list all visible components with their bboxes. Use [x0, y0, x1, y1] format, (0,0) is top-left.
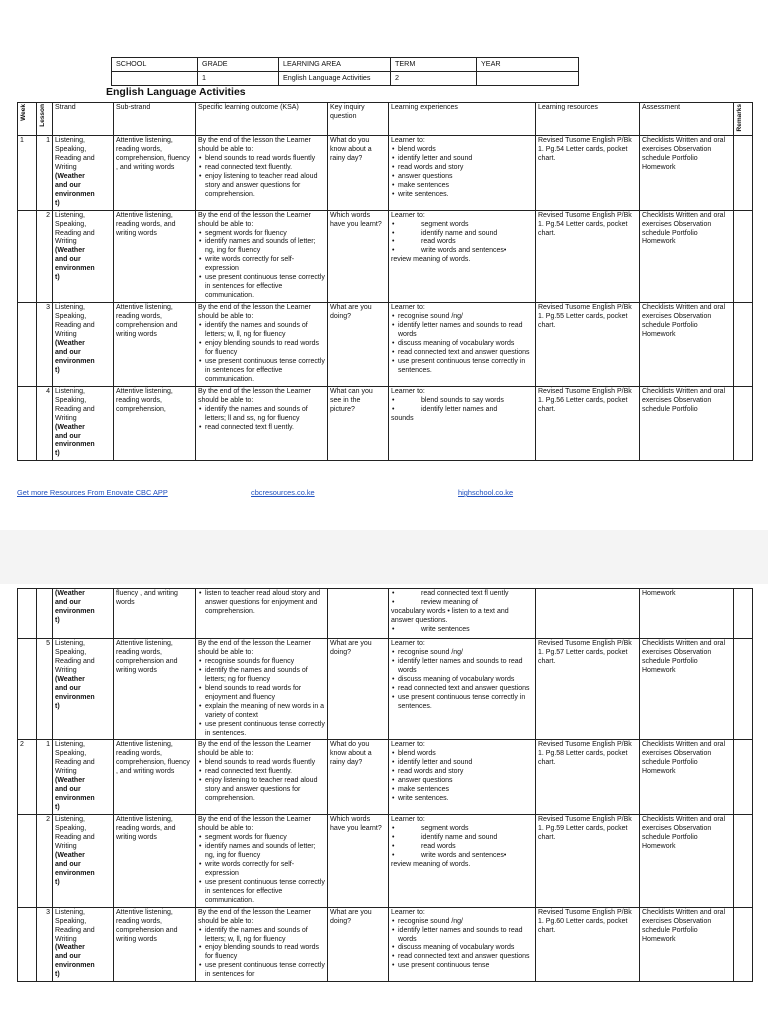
experience-item: • identify name and sound	[391, 834, 533, 843]
experiences-cell: Learner to: • blend words • identify letter and sound • read words and story • answer questions • make sentences • write sentences.	[389, 136, 536, 211]
ksa-item: • use present continuous tense correctly in sentences for effective communication.	[198, 358, 325, 385]
strand-cell: Listening, Speaking, Reading and Writing (Weather and our environmen t)	[53, 907, 114, 982]
experience-item: • segment words	[391, 825, 533, 834]
experience-item: • identify letter and sound	[391, 759, 533, 768]
assessment-cell: Checklists Written and oral exercises Observation schedule Portfolio Homework	[640, 815, 734, 908]
strand-cell: Listening, Speaking, Reading and Writing (Weather and our environmen t)	[53, 639, 114, 740]
remarks-cell	[734, 303, 753, 387]
experience-item: • recognise sound /ng/	[391, 313, 533, 322]
experiences-cell: Learner to: • recognise sound /ng/ • identify letter names and sounds to read words • discuss meaning of vocabulary words • read connected text and answer questions • use present continuous tense correctly in sentences.	[389, 639, 536, 740]
substrand-cell: Attentive listening, reading words, comprehension and writing words	[114, 907, 196, 982]
experience-item: • use present continuous tense	[391, 962, 533, 971]
experience-item: • blend sounds to say words	[391, 397, 533, 406]
col-lesson: Lesson	[37, 103, 53, 136]
experiences-cell: Learner to: • blend sounds to say words • identify letter names and sounds	[389, 386, 536, 461]
question-cell: What can you see in the picture?	[328, 386, 389, 461]
page-gap	[0, 530, 768, 584]
remarks-cell	[734, 136, 753, 211]
continuation-row	[18, 589, 753, 639]
resources-cell: Revised Tusome English P/Bk 1. Pg.56 Letter cards, pocket chart.	[536, 386, 640, 461]
assessment-cell: Checklists Written and oral exercises Observation schedule Portfolio Homework	[640, 303, 734, 387]
experience-item: • read connected text and answer questions	[391, 685, 533, 694]
assessment-cell: Checklists Written and oral exercises Observation schedule Portfolio Homework	[640, 210, 734, 303]
question-cell: Which words have you learnt?	[328, 815, 389, 908]
footer-link-app[interactable]: Get more Resources From Enovate CBC APP	[17, 488, 168, 497]
experiences-cell: Learner to: • segment words • identify name and sound • read words • write words and sentences• review meaning of words.	[389, 210, 536, 303]
experience-item: • read words and story	[391, 164, 533, 173]
substrand-cell: Attentive listening, reading words, comprehension,	[114, 386, 196, 461]
experience-item: • read words	[391, 238, 533, 247]
resources-cell: Revised Tusome English P/Bk 1. Pg.54 Letter cards, pocket chart.	[536, 136, 640, 211]
ksa-item: • enjoy listening to teacher read aloud story and answer questions for comprehension.	[198, 173, 325, 200]
experience-item: • recognise sound /ng/	[391, 649, 533, 658]
lesson-cell	[37, 589, 53, 639]
strand-cell: Listening, Speaking, Reading and Writing (Weather and our environmen t)	[53, 136, 114, 211]
remarks-cell	[734, 210, 753, 303]
ksa-item: • segment words for fluency	[198, 834, 325, 843]
ksa-item: • identify the names and sounds of letters; ng for fluency	[198, 667, 325, 685]
question-cell: What do you know about a rainy day?	[328, 740, 389, 815]
strand-cell: Listening, Speaking, Reading and Writing (Weather and our environmen t)	[53, 386, 114, 461]
substrand-cell: fluency , and writing words	[114, 589, 196, 639]
substrand-cell: Attentive listening, reading words, comprehension and writing words	[114, 639, 196, 740]
learning-area-value: English Language Activities	[279, 72, 391, 86]
ksa-item: • blend sounds to read words fluently	[198, 759, 325, 768]
experience-item: • segment words	[391, 221, 533, 230]
year-label: YEAR	[477, 58, 579, 72]
scheme-table-page-2	[17, 588, 753, 982]
experience-item: • make sentences	[391, 786, 533, 795]
experience-item: • use present continuous tense correctly in sentences.	[391, 358, 533, 376]
col-substrand: Sub-strand	[114, 103, 196, 136]
experience-item: • identify letter and sound	[391, 155, 533, 164]
lesson-row	[18, 386, 753, 461]
lesson-cell: 2	[37, 210, 53, 303]
week-cell	[18, 639, 37, 740]
ksa-item: • write words correctly for self-expression	[198, 861, 325, 879]
lesson-row	[18, 136, 753, 211]
remarks-cell	[734, 907, 753, 982]
week-cell: 2	[18, 740, 37, 815]
experience-item: • identify letter names and sounds to read words	[391, 658, 533, 676]
experience-item: • identify letter names and sounds to read words	[391, 322, 533, 340]
week-cell	[18, 907, 37, 982]
ksa-item: • enjoy blending sounds to read words for fluency	[198, 944, 325, 962]
ksa-cell: By the end of the lesson the Learner should be able to: • identify the names and sounds of letters; w, ll, ng for fluency • enjoy blending sounds to read words for fluency • use present continuous tense correctly in sentences for effective communication.	[196, 303, 328, 387]
footer-link-cbcresources[interactable]: cbcresources.co.ke	[251, 488, 315, 497]
ksa-item: • use present continuous tense correctly in sentences for effective communication.	[198, 274, 325, 301]
lesson-cell: 1	[37, 136, 53, 211]
experience-item: • write words and sentences•	[391, 247, 533, 256]
lesson-cell: 2	[37, 815, 53, 908]
ksa-cell: By the end of the lesson the Learner should be able to: • identify the names and sounds of letters; w, ll, ng for fluency • enjoy blending sounds to read words for fluency • use present continuous tense correctly in sentences for	[196, 907, 328, 982]
ksa-item: • recognise sounds for fluency	[198, 658, 325, 667]
school-value	[112, 72, 198, 86]
resources-cell: Revised Tusome English P/Bk 1. Pg.57 Letter cards, pocket chart.	[536, 639, 640, 740]
ksa-item: • use present continuous tense correctly in sentences for effective communication.	[198, 879, 325, 906]
experience-item: • identify letter names and	[391, 406, 533, 415]
lesson-cell: 1	[37, 740, 53, 815]
experience-item: • read words	[391, 843, 533, 852]
experience-item: • answer questions	[391, 777, 533, 786]
column-header-row	[18, 103, 753, 136]
experience-item: • read words and story	[391, 768, 533, 777]
col-experiences: Learning experiences	[389, 103, 536, 136]
experience-item: • discuss meaning of vocabulary words	[391, 676, 533, 685]
lesson-row	[18, 303, 753, 387]
ksa-item: • use present continuous tense correctly in sentences.	[198, 721, 325, 739]
experience-item: • read connected text and answer questions	[391, 349, 533, 358]
substrand-cell: Attentive listening, reading words, comprehension, fluency , and writing words	[114, 136, 196, 211]
col-week: Week	[18, 103, 37, 136]
experiences-cell: Learner to: • recognise sound /ng/ • identify letter names and sounds to read words • discuss meaning of vocabulary words • read connected text and answer questions • use present continuous tense	[389, 907, 536, 982]
ksa-item: • enjoy listening to teacher read aloud story and answer questions for comprehension.	[198, 777, 325, 804]
document-title: English Language Activities	[106, 86, 246, 98]
experience-item: • write sentences.	[391, 795, 533, 804]
week-cell	[18, 210, 37, 303]
experience-item: • answer questions	[391, 173, 533, 182]
col-remarks: Remarks	[734, 103, 753, 136]
strand-cell: Listening, Speaking, Reading and Writing (Weather and our environmen t)	[53, 303, 114, 387]
resources-cell: Revised Tusome English P/Bk 1. Pg.60 Letter cards, pocket chart.	[536, 907, 640, 982]
ksa-item: • segment words for fluency	[198, 230, 325, 239]
lesson-row	[18, 639, 753, 740]
week-cell: 1	[18, 136, 37, 211]
question-cell	[328, 589, 389, 639]
term-label: TERM	[391, 58, 477, 72]
experience-item: • write words and sentences•	[391, 852, 533, 861]
col-ksa: Specific learning outcome (KSA)	[196, 103, 328, 136]
strand-cell: Listening, Speaking, Reading and Writing (Weather and our environmen t)	[53, 740, 114, 815]
question-cell: What are you doing?	[328, 639, 389, 740]
grade-value: 1	[198, 72, 279, 86]
question-cell: What are you doing?	[328, 303, 389, 387]
ksa-cell: By the end of the lesson the Learner should be able to: • identify the names and sounds of letters; ll and ss, ng for fluency • read connected text fl uently.	[196, 386, 328, 461]
assessment-cell: Homework	[640, 589, 734, 639]
ksa-item: • identify names and sounds of letter; ng, ing for fluency	[198, 843, 325, 861]
ksa-item: • blend sounds to read words for enjoyment and fluency	[198, 685, 325, 703]
remarks-cell	[734, 589, 753, 639]
experience-item: • use present continuous tense correctly in sentences.	[391, 694, 533, 712]
resources-cell	[536, 589, 640, 639]
experience-item: • identify letter names and sounds to read words	[391, 927, 533, 945]
header-info-table	[111, 57, 579, 86]
experience-item: • discuss meaning of vocabulary words	[391, 340, 533, 349]
ksa-item: • read connected text fl uently.	[198, 424, 325, 433]
ksa-item: • blend sounds to read words fluently	[198, 155, 325, 164]
experiences-cell: • read connected text fl uently • review meaning of vocabulary words • listen to a text and answer questions. • write sentences	[389, 589, 536, 639]
lesson-cell: 4	[37, 386, 53, 461]
ksa-item: • read connected text fluently.	[198, 164, 325, 173]
col-resources: Learning resources	[536, 103, 640, 136]
assessment-cell: Checklists Written and oral exercises Observation schedule Portfolio Homework	[640, 907, 734, 982]
substrand-cell: Attentive listening, reading words, comprehension, fluency , and writing words	[114, 740, 196, 815]
substrand-cell: Attentive listening, reading words, and writing words	[114, 210, 196, 303]
assessment-cell: Checklists Written and oral exercises Observation schedule Portfolio Homework	[640, 639, 734, 740]
ksa-item: • identify the names and sounds of letters; w, ll, ng for fluency	[198, 322, 325, 340]
grade-label: GRADE	[198, 58, 279, 72]
ksa-item: • explain the meaning of new words in a variety of context	[198, 703, 325, 721]
lesson-cell: 3	[37, 303, 53, 387]
col-question: Key inquiry question	[328, 103, 389, 136]
year-value	[477, 72, 579, 86]
assessment-cell: Checklists Written and oral exercises Observation schedule Portfolio Homework	[640, 136, 734, 211]
week-cell	[18, 589, 37, 639]
experience-item: • write sentences.	[391, 191, 533, 200]
ksa-item: • enjoy blending sounds to read words for fluency	[198, 340, 325, 358]
experience-item: • identify name and sound	[391, 230, 533, 239]
ksa-cell: By the end of the lesson the Learner should be able to: • segment words for fluency • identify names and sounds of letter; ng, ing for fluency • write words correctly for self-expression • use present continuous tense correctly in sentences for effective communication.	[196, 815, 328, 908]
ksa-cell: By the end of the lesson the Learner should be able to: • recognise sounds for fluency • identify the names and sounds of letters; ng for fluency • blend sounds to read words for enjoyment and fluency • explain the meaning of new words in a variety of context • use present continuous tense correctly in sentences.	[196, 639, 328, 740]
week-cell	[18, 815, 37, 908]
col-assessment: Assessment	[640, 103, 734, 136]
resources-cell: Revised Tusome English P/Bk 1. Pg.58 Letter cards, pocket chart.	[536, 740, 640, 815]
lesson-row	[18, 210, 753, 303]
rows-page-1	[18, 136, 753, 461]
remarks-cell	[734, 386, 753, 461]
school-label: SCHOOL	[112, 58, 198, 72]
strand-cell: Listening, Speaking, Reading and Writing (Weather and our environmen t)	[53, 815, 114, 908]
assessment-cell: Checklists Written and oral exercises Observation schedule Portfolio Homework	[640, 740, 734, 815]
resources-cell: Revised Tusome English P/Bk 1. Pg.59 Letter cards, pocket chart.	[536, 815, 640, 908]
ksa-cell: By the end of the lesson the Learner should be able to: • blend sounds to read words fluently • read connected text fluently. • enjoy listening to teacher read aloud story and answer questions for comprehension.	[196, 740, 328, 815]
lesson-row	[18, 740, 753, 815]
ksa-cell: By the end of the lesson the Learner should be able to: • segment words for fluency • identify names and sounds of letter; ng, ing for fluency • write words correctly for self-expression • use present continuous tense correctly in sentences for effective communication.	[196, 210, 328, 303]
ksa-item: • identify names and sounds of letter; ng, ing for fluency	[198, 238, 325, 256]
experiences-cell: Learner to: • recognise sound /ng/ • identify letter names and sounds to read words • discuss meaning of vocabulary words • read connected text and answer questions • use present continuous tense correctly in sentences.	[389, 303, 536, 387]
term-value: 2	[391, 72, 477, 86]
experience-item: • make sentences	[391, 182, 533, 191]
week-cell	[18, 386, 37, 461]
substrand-cell: Attentive listening, reading words, comprehension and writing words	[114, 303, 196, 387]
strand-cell: (Weather and our environmen t)	[53, 589, 114, 639]
question-cell: What do you know about a rainy day?	[328, 136, 389, 211]
resources-cell: Revised Tusome English P/Bk 1. Pg.54 Letter cards, pocket chart.	[536, 210, 640, 303]
strand-cell: Listening, Speaking, Reading and Writing (Weather and our environmen t)	[53, 210, 114, 303]
question-cell: What are you doing?	[328, 907, 389, 982]
resources-cell: Revised Tusome English P/Bk 1. Pg.55 Letter cards, pocket chart.	[536, 303, 640, 387]
ksa-item: • identify the names and sounds of letters; ll and ss, ng for fluency	[198, 406, 325, 424]
question-cell: Which words have you learnt?	[328, 210, 389, 303]
scheme-table-page-1	[17, 102, 753, 461]
remarks-cell	[734, 639, 753, 740]
lesson-cell: 5	[37, 639, 53, 740]
experience-item: • blend words	[391, 750, 533, 759]
remarks-cell	[734, 740, 753, 815]
col-strand: Strand	[53, 103, 114, 136]
substrand-cell: Attentive listening, reading words, and writing words	[114, 815, 196, 908]
footer-link-highschool[interactable]: highschool.co.ke	[458, 488, 514, 497]
ksa-item: • identify the names and sounds of letters; w, ll, ng for fluency	[198, 927, 325, 945]
experiences-cell: Learner to: • segment words • identify name and sound • read words • write words and sentences• review meaning of words.	[389, 815, 536, 908]
experience-item: • read connected text and answer questions	[391, 953, 533, 962]
experience-item: • discuss meaning of vocabulary words	[391, 944, 533, 953]
lesson-row	[18, 815, 753, 908]
ksa-item: • read connected text fluently.	[198, 768, 325, 777]
ksa-cell: By the end of the lesson the Learner should be able to: • blend sounds to read words fluently • read connected text fluently. • enjoy listening to teacher read aloud story and answer questions for comprehension.	[196, 136, 328, 211]
ksa-item: • use present continuous tense correctly in sentences for	[198, 962, 325, 980]
ksa-item: • write words correctly for self-expression	[198, 256, 325, 274]
experiences-cell: Learner to: • blend words • identify letter and sound • read words and story • answer questions • make sentences • write sentences.	[389, 740, 536, 815]
week-cell	[18, 303, 37, 387]
lesson-row	[18, 907, 753, 982]
experience-item: • blend words	[391, 146, 533, 155]
assessment-cell: Checklists Written and oral exercises Observation schedule Portfolio	[640, 386, 734, 461]
learning-area-label: LEARNING AREA	[279, 58, 391, 72]
remarks-cell	[734, 815, 753, 908]
rows-page-2	[18, 639, 753, 982]
lesson-cell: 3	[37, 907, 53, 982]
ksa-cell: • listen to teacher read aloud story and answer questions for enjoyment and comprehension.	[196, 589, 328, 639]
experience-item: • recognise sound /ng/	[391, 918, 533, 927]
